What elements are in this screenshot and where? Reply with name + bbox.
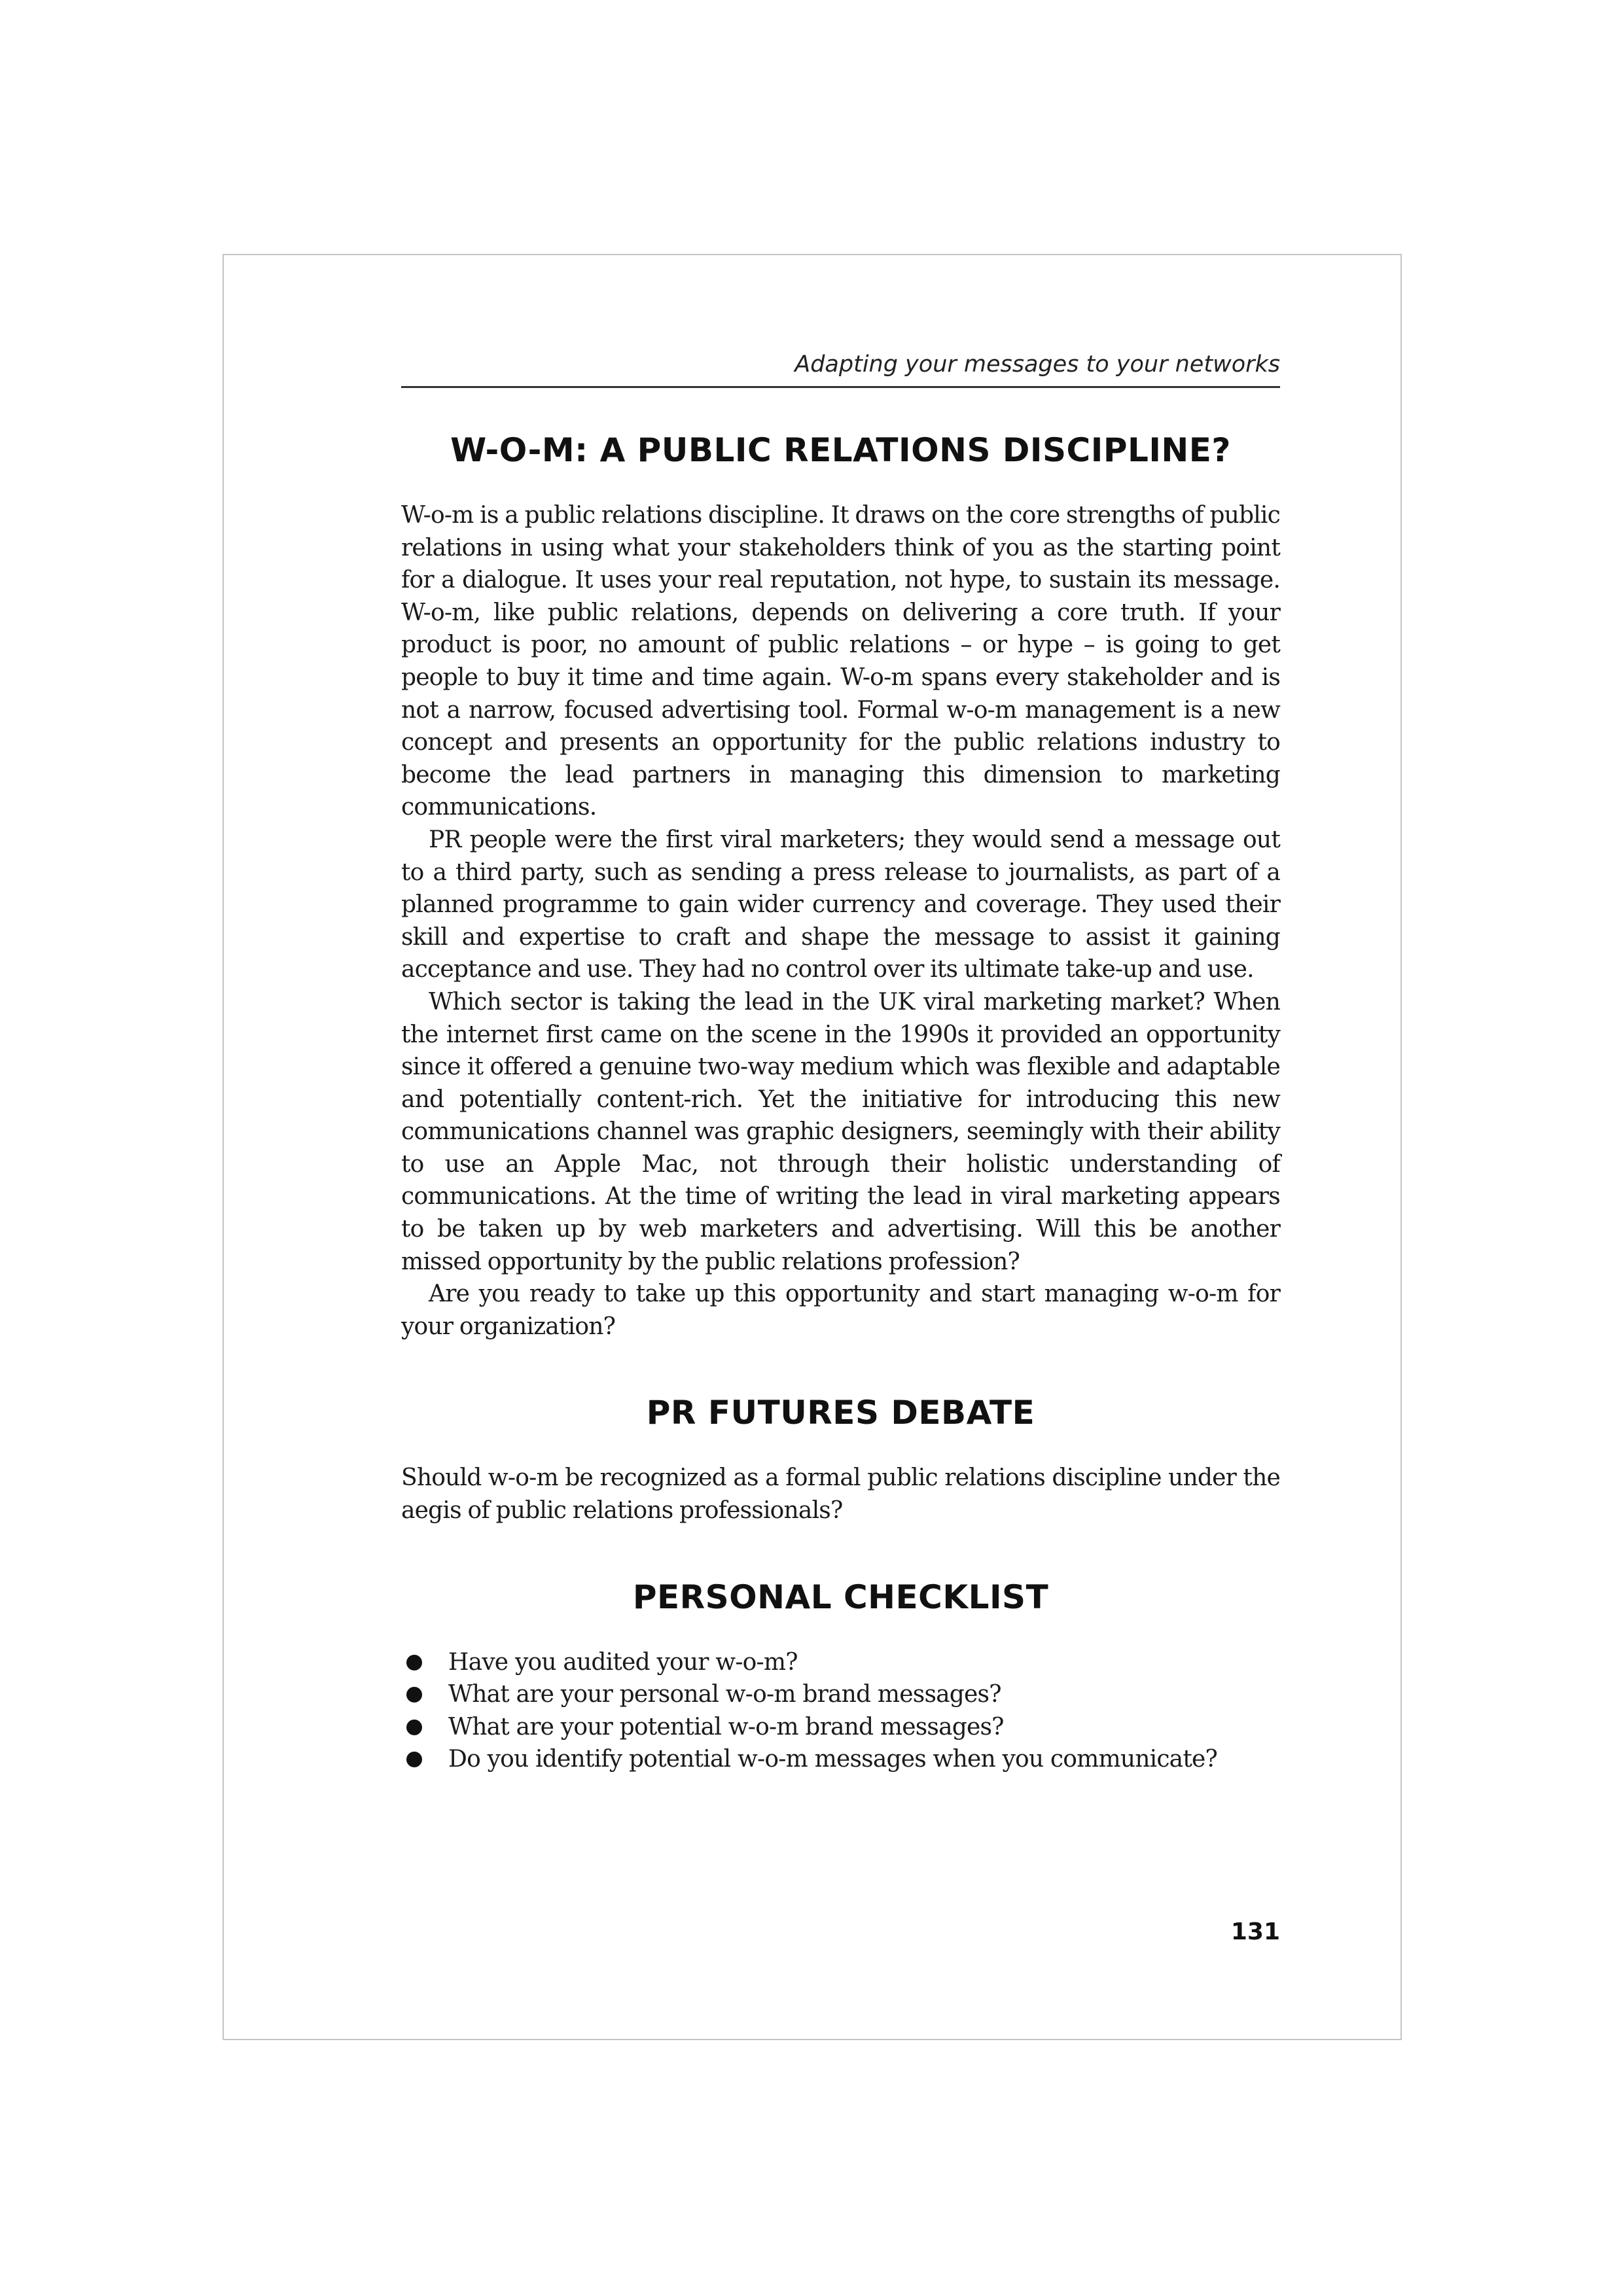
page-number: 131	[1230, 1918, 1280, 1945]
bullet-icon	[406, 1752, 422, 1767]
checklist-item-text: Do you identify potential w-o-m messages when you communicate?	[448, 1746, 1218, 1773]
checklist-item-text: What are your potential w-o-m brand messages?	[448, 1713, 1004, 1740]
wom-paragraph-2: PR people were the first viral marketers; they would send a message out to a third party, such as sending a press release to journalists, as part of a planned programme to gain wider currency and coverage. They used their skill and expertise to craft and shape the message to assist it gaining acceptance and use. They had no control over its ultimate take-up and use.	[401, 826, 1280, 983]
checklist-item-text: Have you audited your w-o-m?	[448, 1648, 798, 1676]
section-heading-debate: PR FUTURES DEBATE	[646, 1394, 1035, 1432]
running-head: Adapting your messages to your networks	[794, 351, 1280, 378]
bullet-icon	[406, 1720, 422, 1735]
section-heading-checklist: PERSONAL CHECKLIST	[632, 1578, 1049, 1616]
header-rule	[401, 386, 1280, 388]
checklist-item	[401, 1646, 1280, 1679]
wom-paragraph-3: Which sector is taking the lead in the UK viral marketing market? When the internet first came on the scene in the 1990s it provided an opportunity since it offered a genuine two-way medium which was flexible and adaptable and potentially content-rich. Yet the initiative for introducing this new communications channel was graphic designers, seemingly with their ability to use an Apple Mac, not through their holistic understanding of communications. At the time of writing the lead in viral marketing appears to be taken up by web marketers and advertising. Will this be another missed opportunity by the public relations profession?	[401, 988, 1280, 1275]
checklist-item-text: What are your personal w-o-m brand messages?	[448, 1681, 1001, 1708]
checklist-item	[401, 1743, 1280, 1776]
wom-paragraph-1: W-o-m is a public relations discipline. It draws on the core strengths of public relations in using what your stakeholders think of you as the starting point for a dialogue. It uses your real reputation, not hype, to sustain its message. W-o-m, like public relations, depends on delivering a core truth. If your product is poor, no amount of public relations – or hype – is going to get people to buy it time and time again. W-o-m spans every stakeholder and is not a narrow, focused advertising tool. Formal w-o-m management is a new concept and presents an opportunity for the public relations industry to become the lead partners in managing this dimension to marketing communications.	[401, 502, 1280, 821]
section-heading-wom: W-O-M: A PUBLIC RELATIONS DISCIPLINE?	[450, 431, 1231, 469]
checklist-item	[401, 1711, 1280, 1744]
bullet-icon	[406, 1687, 422, 1703]
checklist	[401, 1646, 1280, 1776]
bullet-icon	[406, 1655, 422, 1670]
checklist-item	[401, 1678, 1280, 1711]
debate-paragraph: Should w-o-m be recognized as a formal public relations discipline under the aegis of public relations professionals?	[401, 1464, 1280, 1525]
page-content	[401, 347, 1280, 1945]
wom-paragraph-4: Are you ready to take up this opportunity and start managing w-o-m for your organization?	[401, 1280, 1280, 1340]
